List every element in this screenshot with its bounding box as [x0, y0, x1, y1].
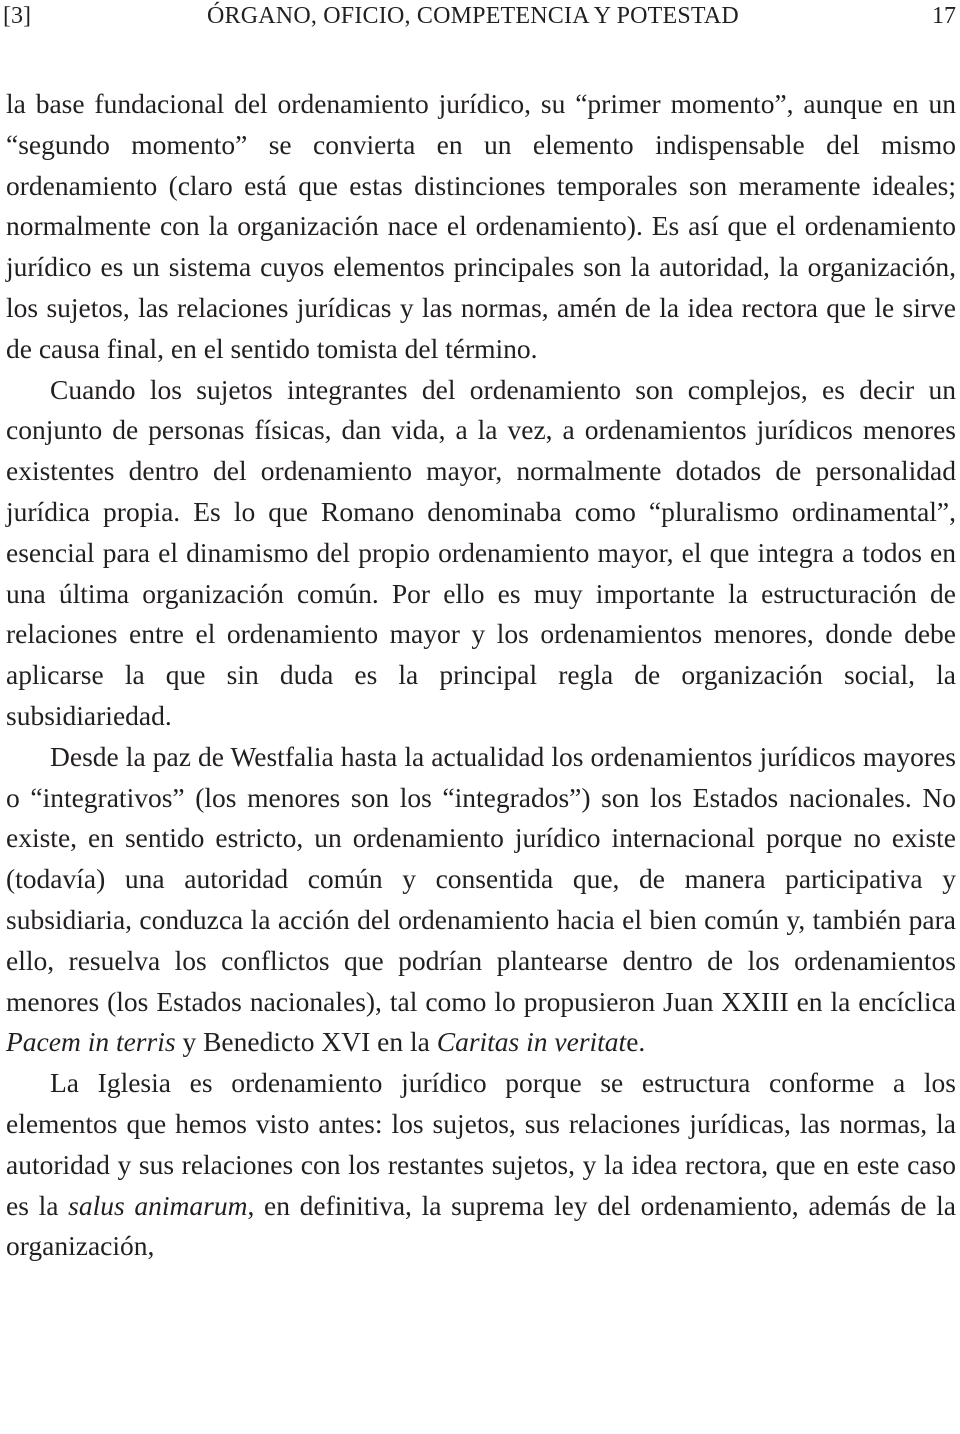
paragraph-text: , en definitiva, la suprema ley del ordenamiento, además de la organización,	[6, 1189, 956, 1262]
running-head	[0, 0, 960, 40]
paragraph-westfalia	[6, 737, 956, 1063]
italic-term-salus: salus animarum	[68, 1189, 248, 1221]
italic-title-pacem: Pacem in terris	[6, 1026, 176, 1058]
paragraph-text: y Benedicto XVI en la	[175, 1026, 437, 1058]
paragraph-text: e.	[626, 1026, 646, 1058]
section-number: [3]	[3, 3, 31, 29]
paragraph-text: La Iglesia es ordenamiento jurídico porque se estructura conforme a los elementos que hemos visto antes: los sujetos, sus relaciones jurídicas, las normas, la autoridad y sus relaciones con los restantes sujetos, y la idea rectora, que en este caso es la	[6, 1067, 956, 1221]
paragraph-iglesia	[6, 1063, 956, 1267]
body-text	[6, 84, 956, 1267]
italic-title-caritas: Caritas in veritat	[436, 1026, 627, 1058]
running-title: ÓRGANO, OFICIO, COMPETENCIA Y POTESTAD	[207, 3, 739, 29]
paragraph-continuation: la base fundacional del ordenamiento jurídico, su “primer momento”, aunque en un “segundo momento” se convierta en un elemento indispensable del mismo ordenamiento (claro está que estas distinciones temporales son meramente ideales; normalmente con la organización nace el ordenamiento). Es así que el ordenamiento jurídico es un sistema cuyos elementos principales son la autoridad, la organización, los sujetos, las relaciones jurídicas y las normas, amén de la idea rectora que le sirve de causa final, en el sentido tomista del término.	[6, 88, 956, 364]
page-number: 17	[932, 3, 956, 29]
paragraph-ordenamientos-menores: Cuando los sujetos integrantes del ordenamiento son complejos, es decir un conjunto de personas físicas, dan vida, a la vez, a ordenamientos jurídicos menores existentes dentro del ordenamiento mayor, normalmente dotados de personalidad jurídica propia. Es lo que Romano denominaba como “pluralismo ordinamental”, esencial para el dinamismo del propio ordenamiento mayor, el que integra a todos en una última organización común. Por ello es muy importante la estructuración de relaciones entre el ordenamiento mayor y los ordenamientos menores, donde debe aplicarse la que sin duda es la principal regla de organización social, la subsidiariedad.	[6, 373, 956, 731]
paragraph-text: Desde la paz de Westfalia hasta la actualidad los ordenamientos jurídicos mayores o “integrativos” (los menores son los “integrados”) son los Estados nacionales. No existe, en sentido estricto, un ordenamiento jurídico internacional porque no existe (todavía) una autoridad común y consentida que, de manera participativa y subsidiaria, conduzca la acción del ordenamiento hacia el bien común y, también para ello, resuelva los conflictos que podrían plantearse dentro de los ordenamientos menores (los Estados nacionales), tal como lo propusieron Juan XXIII en la encíclica	[6, 740, 956, 1017]
